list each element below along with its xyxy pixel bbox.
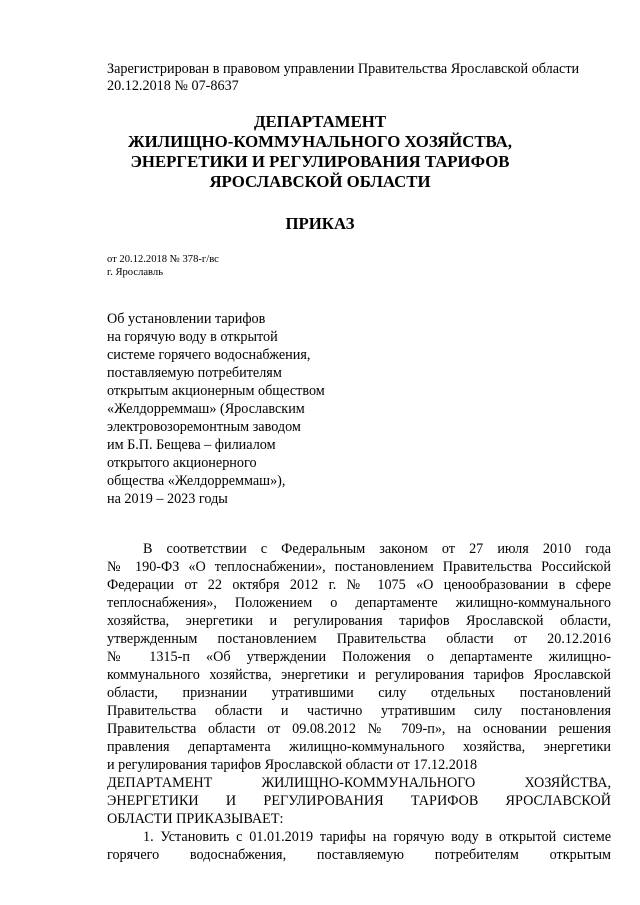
body-line: утвержденным постановлением Правительства области от 20.12.2016	[107, 631, 611, 647]
department-line: ЭНЕРГЕТИКИ И РЕГУЛИРОВАНИЯ ТАРИФОВ	[130, 152, 510, 171]
subject-line: «Желдорреммаш» (Ярославским	[107, 401, 305, 417]
subject-line: на горячую воду в открытой	[107, 329, 278, 345]
body-line: ДЕПАРТАМЕНТ ЖИЛИЩНО-КОММУНАЛЬНОГО ХОЗЯЙСТВА,	[107, 775, 611, 791]
body-line: 1. Установить с 01.01.2019 тарифы на горячую воду в открытой системе	[143, 829, 611, 845]
body-line: Правительства области от 09.08.2012 № 709-п», на основании решения	[107, 721, 611, 737]
order-city: г. Ярославль	[107, 267, 164, 278]
subject-line: системе горячего водоснабжения,	[107, 347, 311, 363]
body-line: № 190-ФЗ «О теплоснабжении», постановлением Правительства Российской	[107, 559, 611, 575]
body-line: Правительства области и частично утратившим силу постановления	[107, 703, 611, 719]
body-line: и регулирования тарифов Ярославской области от 17.12.2018	[107, 757, 478, 773]
body-line: горячего водоснабжения, поставляемую потребителям открытым	[107, 847, 611, 863]
body-line: области, признании утратившими силу отдельных постановлений	[107, 685, 611, 701]
body-line: коммунального хозяйства, энергетики и регулирования тарифов Ярославской	[107, 667, 611, 683]
body-line: ЭНЕРГЕТИКИ И РЕГУЛИРОВАНИЯ ТАРИФОВ ЯРОСЛАВСКОЙ	[107, 793, 611, 809]
subject-line: Об установлении тарифов	[107, 311, 266, 327]
order-date-number: от 20.12.2018 № 378-г/вс	[107, 254, 219, 265]
order-body	[107, 540, 611, 864]
order-title: ПРИКАЗ	[285, 214, 355, 233]
order-meta	[107, 253, 219, 279]
department-line: ДЕПАРТАМЕНТ	[253, 112, 387, 131]
registration-number: 20.12.2018 № 07-8637	[107, 78, 239, 94]
subject-line: открытого акционерного	[107, 455, 257, 471]
subject-line: поставляемую потребителям	[107, 365, 282, 381]
order-subject	[107, 310, 437, 508]
subject-line: им Б.П. Бещева – филиалом	[107, 437, 276, 453]
registration-line: Зарегистрирован в правовом управлении Правительства Ярославской области	[107, 61, 580, 77]
body-line: теплоснабжения», Положением о департаменте жилищно-коммунального	[107, 595, 611, 611]
body-line: правления департамента жилищно-коммунального хозяйства, энергетики	[107, 739, 611, 755]
subject-line: общества «Желдорреммаш»),	[107, 473, 286, 489]
department-header	[0, 112, 640, 192]
body-line: Федерации от 22 октября 2012 г. № 1075 «О ценообразовании в сфере	[107, 577, 611, 593]
body-line: № 1315-п «Об утверждении Положения о департаменте жилищно-	[107, 649, 611, 665]
body-line: хозяйства, энергетики и регулирования тарифов Ярославской области,	[107, 613, 611, 629]
department-line: ЯРОСЛАВСКОЙ ОБЛАСТИ	[209, 172, 431, 191]
body-line: ОБЛАСТИ ПРИКАЗЫВАЕТ:	[107, 811, 284, 827]
registration-note	[107, 61, 617, 95]
subject-line: электровозоремонтным заводом	[107, 419, 301, 435]
body-line: В соответствии с Федеральным законом от 27 июля 2010 года	[143, 541, 611, 557]
subject-line: открытым акционерным обществом	[107, 383, 325, 399]
subject-line: на 2019 – 2023 годы	[107, 491, 228, 507]
department-line: ЖИЛИЩНО-КОММУНАЛЬНОГО ХОЗЯЙСТВА,	[128, 132, 512, 151]
